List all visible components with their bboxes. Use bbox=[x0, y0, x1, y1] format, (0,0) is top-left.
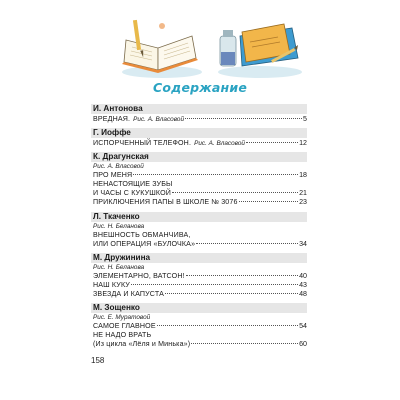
toc-entry[interactable] bbox=[91, 171, 307, 180]
entry-title: (Из цикла «Лёля и Минька») bbox=[93, 340, 191, 349]
entry-page: 23 bbox=[299, 198, 307, 207]
toc-section bbox=[91, 152, 307, 207]
entry-title-line[interactable]: ВНЕШНОСТЬ ОБМАНЧИВА, bbox=[93, 230, 191, 239]
toc-section bbox=[91, 303, 307, 349]
author-name: Л. Ткаченко bbox=[91, 212, 307, 222]
toc-entry[interactable] bbox=[91, 290, 307, 299]
entry-page: 34 bbox=[299, 239, 307, 248]
section-illustrator: Рис. Е. Муратовой bbox=[93, 314, 151, 322]
entry-illustrator: Рис. А. Власовой bbox=[194, 140, 245, 148]
entry-page: 21 bbox=[299, 189, 307, 198]
author-name: К. Драгунская bbox=[91, 152, 307, 162]
entry-title: ИСПОРЧЕННЫЙ ТЕЛЕФОН. bbox=[93, 139, 192, 148]
notebooks-and-inkwell-icon bbox=[212, 14, 304, 80]
entry-title: ИЛИ ОПЕРАЦИЯ «БУЛОЧКА» bbox=[93, 239, 196, 248]
toc-entry[interactable] bbox=[91, 189, 307, 198]
entry-title: ПРО МЕНЯ bbox=[93, 171, 133, 180]
toc-entry[interactable] bbox=[91, 198, 307, 207]
section-illustrator: Рис. Н. Беланова bbox=[93, 263, 145, 271]
entry-title: САМОЕ ГЛАВНОЕ bbox=[93, 322, 156, 331]
entry-page: 18 bbox=[299, 171, 307, 180]
entry-title-line[interactable]: НЕНАСТОЯЩИЕ ЗУБЫ bbox=[93, 180, 173, 189]
dot-leader bbox=[239, 201, 299, 202]
dot-leader bbox=[133, 174, 298, 175]
dot-leader bbox=[172, 192, 298, 193]
entry-title: ПРИКЛЮЧЕНИЯ ПАПЫ В ШКОЛЕ № 3076 bbox=[93, 198, 238, 207]
entry-title: И ЧАСЫ С КУКУШКОЙ bbox=[93, 189, 171, 198]
entry-title-line[interactable]: НЕ НАДО ВРАТЬ bbox=[93, 331, 152, 340]
table-of-contents bbox=[91, 104, 307, 349]
toc-section bbox=[91, 253, 307, 299]
dot-leader bbox=[185, 118, 302, 119]
dot-leader bbox=[191, 343, 298, 344]
entry-page: 5 bbox=[303, 115, 307, 123]
open-book-with-pen-icon bbox=[118, 18, 204, 80]
toc-section bbox=[91, 212, 307, 249]
entry-page: 12 bbox=[299, 139, 307, 148]
toc-entry[interactable] bbox=[91, 115, 307, 124]
toc-entry[interactable] bbox=[91, 322, 307, 331]
toc-section bbox=[91, 104, 307, 124]
author-name: М. Дружинина bbox=[91, 253, 307, 263]
entry-title: ЗВЕЗДА И КАПУСТА bbox=[93, 289, 164, 298]
author-name: Г. Иоффе bbox=[91, 128, 307, 138]
section-illustrator: Рис. А. Власовой bbox=[93, 163, 144, 171]
dot-leader bbox=[157, 325, 298, 326]
section-illustrator: Рис. Н. Беланова bbox=[93, 222, 145, 230]
dot-leader bbox=[186, 275, 298, 276]
entry-page: 40 bbox=[299, 271, 307, 280]
entry-page: 60 bbox=[299, 340, 307, 349]
toc-entry[interactable] bbox=[91, 340, 307, 349]
dot-leader bbox=[196, 243, 298, 244]
author-name: М. Зощенко bbox=[91, 303, 307, 313]
toc-entry[interactable] bbox=[91, 281, 307, 290]
author-name: И. Антонова bbox=[91, 104, 307, 114]
toc-entry[interactable] bbox=[91, 272, 307, 281]
entry-page: 48 bbox=[299, 289, 307, 298]
dot-leader bbox=[246, 142, 298, 143]
entry-page: 43 bbox=[299, 280, 307, 289]
toc-entry[interactable] bbox=[91, 139, 307, 148]
entry-illustrator: Рис. А. Власовой bbox=[133, 116, 185, 123]
dot-leader bbox=[131, 284, 298, 285]
page-title: Содержание bbox=[152, 80, 248, 95]
entry-page: 54 bbox=[299, 322, 307, 331]
entry-title: ЭЛЕМЕНТАРНО, ВАТСОН! bbox=[93, 271, 185, 280]
toc-section bbox=[91, 128, 307, 148]
entry-title: ВРЕДНАЯ. bbox=[93, 115, 131, 123]
dot-leader bbox=[165, 293, 298, 294]
entry-title: НАШ КУКУ bbox=[93, 280, 130, 289]
page-number: 158 bbox=[91, 356, 105, 365]
toc-entry[interactable] bbox=[91, 240, 307, 249]
